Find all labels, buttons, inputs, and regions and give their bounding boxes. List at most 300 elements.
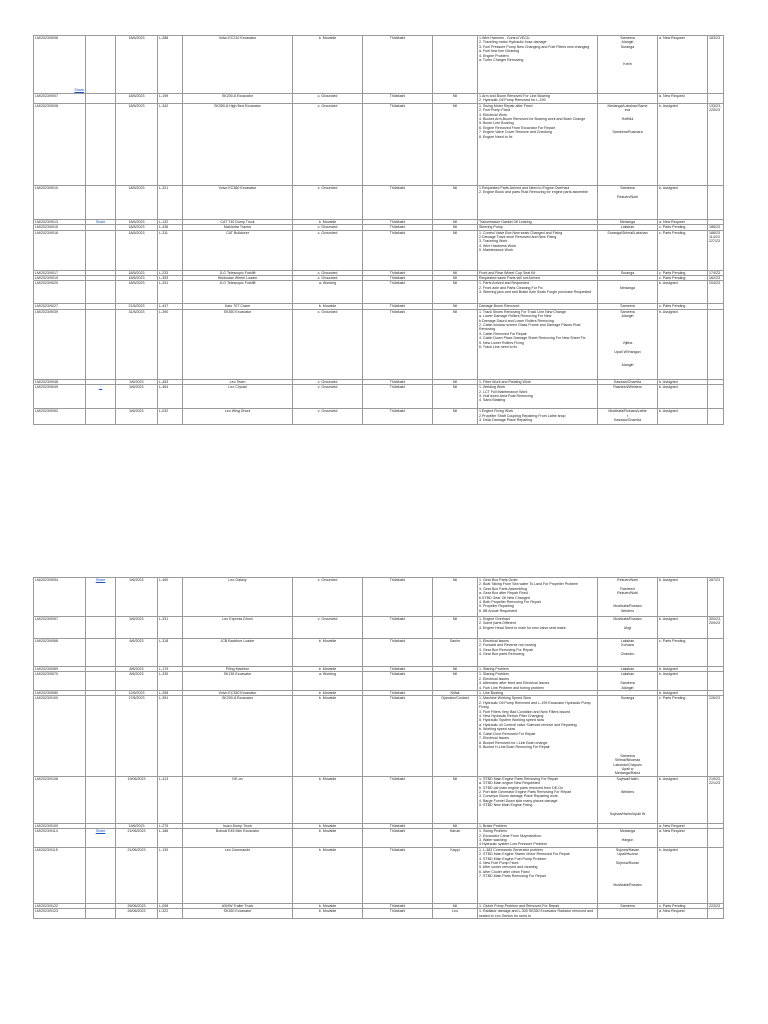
cell-request-status: a. New Request bbox=[658, 94, 708, 104]
technician-name: Lakshan bbox=[620, 225, 635, 230]
cell-location: Thilafushi bbox=[363, 270, 433, 275]
cell-request-status: a. New Request bbox=[658, 829, 708, 848]
work-item: b.Damage Gaurd and Lower Rollers Removing bbox=[479, 318, 554, 323]
work-item: 1. Machine Working Speed Slow bbox=[479, 696, 531, 701]
cell-lm-number: LM/2023/9049 bbox=[34, 385, 86, 409]
cell-description: JCB Backhoe Loader bbox=[183, 639, 293, 667]
cell-job-no: 188/23 bbox=[708, 225, 724, 230]
cell-description: SK200-8 Excavator bbox=[183, 696, 293, 776]
work-item: 3. Deck Damage Place Repairing bbox=[479, 418, 533, 423]
cell-request-status: b. Assigned bbox=[658, 409, 708, 425]
technician-name: Welders bbox=[620, 608, 635, 613]
cell-modified-by: Sanim bbox=[433, 639, 478, 667]
technician-name: Medanga/Lakshan/Same bbox=[607, 103, 648, 108]
cell-request-status: a. New Request bbox=[658, 909, 708, 919]
work-item: 2.Propeller Shaft Coupling Repairing From Lathe shop bbox=[479, 413, 566, 418]
cell-status: b. Movable bbox=[293, 219, 363, 224]
cell-date: 18/5/2023 bbox=[116, 103, 158, 185]
work-item: 3. Engine Head Send to male for new valve seat make bbox=[479, 625, 566, 630]
work-item: 5. STBD New Main Engine Fixing bbox=[479, 803, 533, 808]
cell-lm-number: LM/2023/9019 bbox=[34, 276, 86, 281]
work-item: 3. Fuel Pressure Pump New Changing and Fuel Filters new changing bbox=[479, 44, 590, 49]
cell-job-no bbox=[708, 639, 724, 667]
cell-location: Thilafushi bbox=[363, 578, 433, 617]
work-item: 5. Propeller Repairing bbox=[479, 604, 514, 609]
work-item: 3. Tracering Work bbox=[479, 239, 508, 244]
cell-plant-no: L-331 bbox=[158, 617, 183, 639]
cell-lm-number: LM/2023/9114 bbox=[34, 829, 86, 848]
cell-lm-number bbox=[34, 36, 86, 94]
work-item: 4. Gear Box parts Removing bbox=[479, 652, 525, 657]
cell-technicians bbox=[598, 230, 658, 270]
work-item: 2. Excavator Came From Nuymandhoo bbox=[479, 833, 542, 838]
cell-date: 8/6/2023 bbox=[116, 672, 158, 691]
work-item: 4. Fuel Line Problem and fueing problem bbox=[479, 685, 544, 690]
cell-job-no: 204/23 bbox=[708, 281, 724, 304]
cell-modified-by: Nil bbox=[433, 823, 478, 828]
cell-modified-by: Nil bbox=[433, 409, 478, 425]
cell-location: Thilafushi bbox=[363, 691, 433, 696]
cell-description: Volvo EC350 Excavator bbox=[183, 691, 293, 696]
cell-technicians bbox=[598, 309, 658, 379]
technician-name: Alangiri bbox=[621, 685, 634, 690]
work-item: 5. Maintenance Work bbox=[479, 248, 513, 253]
cell-share bbox=[86, 230, 116, 270]
cell-work-items bbox=[478, 309, 598, 379]
cell-location: Thilafushi bbox=[363, 225, 433, 230]
cell-status: c. Grounded bbox=[293, 409, 363, 425]
cell-location: Thilafushi bbox=[363, 281, 433, 304]
cell-modified-by: Operator/Contact bbox=[433, 696, 478, 776]
cell-work-items bbox=[478, 230, 598, 270]
cell-work-items bbox=[478, 103, 598, 185]
cell-date: 5/6/2023 bbox=[116, 409, 158, 425]
cell-request-status: b. Assigned bbox=[658, 309, 708, 379]
cell-modified-by: Nil bbox=[433, 667, 478, 672]
technician-name: Welders bbox=[620, 789, 635, 794]
cell-date: 18/5/2023 bbox=[116, 230, 158, 270]
cell-request-status: c. Parts Pending bbox=[658, 230, 708, 270]
cell-job-no bbox=[708, 909, 724, 919]
technician-name: Musthafa/Rostam bbox=[613, 604, 642, 609]
cell-plant-no: L-464 bbox=[158, 385, 183, 409]
cell-work-items bbox=[478, 385, 598, 409]
cell-modified-by: Nil bbox=[433, 94, 478, 104]
technician-name: Sameera/Rusmara bbox=[612, 130, 643, 135]
work-item: 1. Gear Box Parts Order bbox=[479, 578, 518, 582]
work-item: 7. Engine Valve Cover Remove and Checking bbox=[479, 130, 552, 135]
cell-plant-no: L-098 bbox=[158, 903, 183, 908]
work-item: 1. Brake Problem bbox=[479, 823, 507, 828]
cell-request-status: b. Assigned bbox=[658, 385, 708, 409]
cell-request-status: b. Assigned bbox=[658, 281, 708, 304]
work-item: 3. Fuel Filters Very Bad Condition and New Filters Issued bbox=[479, 709, 571, 714]
table-row bbox=[34, 909, 724, 919]
cell-share bbox=[86, 36, 116, 94]
technician-name: Sameera bbox=[620, 304, 635, 309]
cell-work-items bbox=[478, 639, 598, 667]
cell-technicians bbox=[598, 776, 658, 823]
work-item: 5. New Lower Rollers Fixing bbox=[479, 340, 524, 345]
cell-job-no bbox=[708, 829, 724, 848]
technician-name: r bbox=[626, 413, 629, 418]
work-item: 3. Cabin Removed For Repair bbox=[479, 331, 527, 336]
work-item: 1. Control Valve Box New seals Changed and Fixing bbox=[479, 230, 563, 235]
cell-date: 18/5/2023 bbox=[116, 225, 158, 230]
cell-job-no: 219/23,221/23 bbox=[708, 776, 724, 823]
table-row bbox=[34, 94, 724, 104]
cell-job-no: 174/23 bbox=[708, 270, 724, 275]
work-item: Transmission Gasket Oil Leaking bbox=[479, 219, 532, 224]
cell-request-status: b. Assigned bbox=[658, 672, 708, 691]
technician-name: Upali/Huzzal bbox=[617, 852, 638, 857]
cell-lm-number: LM/2023/9108 bbox=[34, 776, 86, 823]
work-item: 1. Fiber Work and Painting Work bbox=[479, 379, 531, 384]
table-row bbox=[34, 281, 724, 304]
cell-date: 17/6/2023 bbox=[116, 696, 158, 776]
work-item: 3. Gear Box Removing For Repair bbox=[479, 647, 534, 652]
technician-name: Medanga bbox=[620, 219, 635, 224]
work-item: 1. Track Shoes Removing For Track Line New Change bbox=[479, 309, 566, 314]
cell-plant-no: L-139 bbox=[158, 847, 183, 903]
work-item: 2. Port side Generator Engine Parts Removing For Repair bbox=[479, 789, 572, 794]
cell-location: Thilafushi bbox=[363, 696, 433, 776]
cell-technicians bbox=[598, 281, 658, 304]
cell-job-no bbox=[708, 672, 724, 691]
cell-location: Thilafushi bbox=[363, 36, 433, 94]
cell-location: Thilafushi bbox=[363, 672, 433, 691]
cell-date: 12/6/2023 bbox=[116, 691, 158, 696]
cell-technicians bbox=[598, 36, 658, 94]
cell-status: c. Grounded bbox=[293, 309, 363, 379]
cell-description: SK350 Excavator bbox=[183, 909, 293, 919]
work-item: 2. Hydraulic Oil Pump Removed and L-199 Excavator Hydraulic Pump Fixing bbox=[479, 700, 591, 710]
work-item: 2. Boat Taking From Sea water To Land For Propeller Problem bbox=[479, 582, 579, 587]
work-item: 1.Requested Parts Arrived and Need to Engine Overhaul bbox=[479, 185, 570, 190]
cell-share bbox=[86, 385, 116, 409]
cell-work-items bbox=[478, 672, 598, 691]
cell-location: Thilafushi bbox=[363, 385, 433, 409]
technician-name: Sameera bbox=[620, 681, 635, 686]
cell-share bbox=[86, 103, 116, 185]
cell-technicians bbox=[598, 94, 658, 104]
cell-plant-no: L-453 bbox=[158, 379, 183, 384]
work-item: 2. Some parts Different bbox=[479, 621, 516, 626]
cell-work-items bbox=[478, 617, 598, 639]
cell-date: 8/6/2023 bbox=[116, 639, 158, 667]
work-item: 1.Arm and Boom Removed For Line Boaring bbox=[479, 94, 550, 98]
cell-job-no: 188/23 114/23 227/23 bbox=[708, 230, 724, 270]
cell-lm-number: LM/2023/9070 bbox=[34, 672, 86, 691]
cell-description: CAT Bulldozer bbox=[183, 230, 293, 270]
technician-name: Upali W/Hangun bbox=[614, 349, 641, 354]
technician-name: Lakshan bbox=[620, 667, 635, 671]
cell-share bbox=[86, 639, 116, 667]
cell-modified-by: Leo bbox=[433, 909, 478, 919]
cell-modified-by: Nil bbox=[433, 225, 478, 230]
cell-share bbox=[86, 94, 116, 104]
cell-technicians bbox=[598, 639, 658, 667]
cell-date: 26/06/2023 bbox=[116, 909, 158, 919]
cell-technicians bbox=[598, 385, 658, 409]
technician-name: Alangiri bbox=[621, 314, 634, 319]
cell-description: SK200-8 Excavator bbox=[183, 94, 293, 104]
cell-plant-no: L-311 bbox=[158, 230, 183, 270]
cell-date: 19/6/2023 bbox=[116, 823, 158, 828]
technician-name: Sameera bbox=[620, 36, 635, 40]
cell-plant-no: L-321 bbox=[158, 185, 183, 219]
cell-request-status: c. Parts Pending bbox=[658, 270, 708, 275]
cell-lm-number: LM/2023/9048 bbox=[34, 379, 86, 384]
technician-name: Musthafa/Rostam bbox=[613, 617, 642, 621]
cell-plant-no: L-390 bbox=[158, 309, 183, 379]
work-item: 3. Hull down Area Rust Removing bbox=[479, 394, 533, 399]
cell-technicians bbox=[598, 103, 658, 185]
cell-work-items bbox=[478, 909, 598, 919]
cell-status: c. Grounded bbox=[293, 379, 363, 384]
cell-description: Leo Crystal bbox=[183, 385, 293, 409]
cell-lm-number: LM/2023/9100 bbox=[34, 696, 86, 776]
share-link[interactable]: Share bbox=[74, 88, 84, 93]
cell-status: c. Grounded bbox=[293, 225, 363, 230]
cell-status: b. Movable bbox=[293, 36, 363, 94]
cell-plant-no: L-335 bbox=[158, 672, 183, 691]
cell-description: DE-on bbox=[183, 776, 293, 823]
work-item: 3. Water washing bbox=[479, 837, 507, 842]
cell-status: b. Movable bbox=[293, 829, 363, 848]
cell-plant-no: L-258 bbox=[158, 691, 183, 696]
cell-job-no bbox=[708, 409, 724, 425]
work-order-table-2 bbox=[33, 577, 724, 919]
work-item: 2. LCT Full Maintenance Work bbox=[479, 389, 528, 394]
work-item: 1. Staring Problem bbox=[479, 672, 509, 677]
cell-plant-no: L-179 bbox=[158, 667, 183, 672]
work-item: 1. Staring Problem bbox=[479, 667, 509, 671]
row-handle-icon[interactable]: ⋮ bbox=[98, 385, 103, 390]
cell-description: JLG Telescopic Forklift bbox=[183, 270, 293, 275]
cell-share bbox=[86, 309, 116, 379]
cell-description: JLG Telescopic Forklift bbox=[183, 281, 293, 304]
work-item: 5. Hydraulic System Working speed slow bbox=[479, 718, 545, 723]
cell-request-status: b. Assigned bbox=[658, 103, 708, 185]
share-link[interactable]: Share bbox=[95, 578, 106, 582]
work-item: b. STBD old main engine parts removed from DE-On bbox=[479, 785, 564, 790]
cell-technicians bbox=[598, 409, 658, 425]
cell-lm-number: LM/2023/9013 bbox=[34, 219, 86, 224]
cell-job-no bbox=[708, 185, 724, 219]
cell-status: c. Grounded bbox=[293, 230, 363, 270]
cell-lm-number: LM/2023/9010 bbox=[34, 185, 86, 219]
cell-work-items bbox=[478, 36, 598, 94]
work-item: 1. L-383 Commando Generator problem bbox=[479, 847, 543, 852]
work-item: 1. Parts Arrived and Requested bbox=[479, 281, 529, 286]
work-item: 1. Radiator damage and L-300 SK350 Excavator Radiator removed and sealed to Leo Genius for send to bbox=[479, 909, 594, 918]
cell-location: Thilafushi bbox=[363, 667, 433, 672]
share-link[interactable]: Share bbox=[95, 219, 106, 224]
cell-lm-number: LM/2023/9015 bbox=[34, 225, 86, 230]
work-item: 4. New Fuel Pump Fixed bbox=[479, 861, 519, 865]
work-item: 4. Engine Problem bbox=[479, 53, 509, 58]
cell-technicians bbox=[598, 672, 658, 691]
cell-description: SK350-8 High Bed Excavator bbox=[183, 103, 293, 185]
cell-job-no bbox=[708, 94, 724, 104]
cell-share bbox=[86, 696, 116, 776]
cell-date: 31/5/2023 bbox=[116, 309, 158, 379]
cell-plant-no: L-233 bbox=[158, 270, 183, 275]
cell-job-no: 133/23,225/23 bbox=[708, 103, 724, 185]
cell-status: c. Grounded bbox=[293, 103, 363, 185]
cell-share bbox=[86, 617, 116, 639]
technician-name: Rekuen/Nobi bbox=[617, 578, 638, 582]
technician-name: Sameera bbox=[620, 185, 635, 190]
work-item: 1. Swing Problem bbox=[479, 829, 508, 834]
cell-location: Thilafushi bbox=[363, 909, 433, 919]
work-item: 2. Forward and Reverse not moving bbox=[479, 643, 537, 648]
work-item: 1. Welding Work bbox=[479, 385, 506, 390]
cell-plant-no: L-275 bbox=[158, 823, 183, 828]
work-item: 2.Damage Track shoe Removed and New Fixing bbox=[479, 235, 557, 240]
technician-name: Sujewa/Halim/Upali W bbox=[609, 812, 646, 816]
cell-work-items bbox=[478, 409, 598, 425]
work-item: 7. Electrical Issues bbox=[479, 736, 509, 741]
technician-name: Rekuen/Nobi bbox=[617, 591, 638, 596]
cell-work-items bbox=[478, 185, 598, 219]
cell-lm-number: LM/2023/9069 bbox=[34, 667, 86, 672]
technician-name: Suranga bbox=[620, 44, 635, 49]
cell-status: c. Grounded bbox=[293, 617, 363, 639]
work-item: 5. After cooler removed and cleaning bbox=[479, 865, 538, 870]
cell-job-no: 162/23 bbox=[708, 276, 724, 281]
table-row bbox=[34, 672, 724, 691]
work-item: a. Gear Box after Repair Fixed bbox=[479, 591, 528, 596]
technician-name: Lakshan bbox=[620, 672, 635, 677]
work-item: a. Hydraulic oil Controll valve Solenoid remove and Repairing bbox=[479, 722, 577, 727]
cell-description: Volvo EC360 Excavator bbox=[183, 185, 293, 219]
work-item: a. Lower Damage Rollers Removing For New bbox=[479, 314, 552, 319]
cell-request-status: a. New Request bbox=[658, 36, 708, 94]
cell-job-no: 183/23 bbox=[708, 36, 724, 94]
cell-modified-by: Nil bbox=[433, 185, 478, 219]
cell-modified-by: Nil bbox=[433, 270, 478, 275]
cell-job-no: 226/23 bbox=[708, 696, 724, 776]
work-item: 4.Hydraulic system Low Pressure Problem bbox=[479, 842, 547, 847]
cell-share bbox=[86, 909, 116, 919]
cell-lm-number: LM/2023/9123 bbox=[34, 909, 86, 919]
cell-location: Thilafushi bbox=[363, 94, 433, 104]
cell-status: b. Movable bbox=[293, 304, 363, 309]
cell-plant-no: L-391 bbox=[158, 696, 183, 776]
technician-name: Hoffiilul bbox=[621, 117, 634, 122]
cell-request-status: c. Parts Pending bbox=[658, 639, 708, 667]
technician-name: Sameera bbox=[620, 309, 635, 314]
cell-status: a. Working bbox=[293, 672, 363, 691]
cell-share bbox=[86, 409, 116, 425]
work-item: 1. Clutch Pump Problem and Removed For Repair bbox=[479, 903, 560, 908]
work-item: 2. Electrical Issues bbox=[479, 676, 509, 681]
cell-job-no: 287/23 bbox=[708, 578, 724, 617]
cell-status: a. Working bbox=[293, 281, 363, 304]
cell-modified-by: Nil bbox=[433, 903, 478, 908]
cell-plant-no: L-318 bbox=[158, 639, 183, 667]
cell-technicians bbox=[598, 617, 658, 639]
technician-name: Sirimal/Nhomaz bbox=[614, 758, 641, 763]
cell-date: 5/6/2023 bbox=[116, 617, 158, 639]
technician-name: Hargun bbox=[621, 837, 634, 842]
cell-status: c. Grounded bbox=[293, 385, 363, 409]
cell-location: Thilafushi bbox=[363, 903, 433, 908]
cell-work-items bbox=[478, 578, 598, 617]
work-item: Steering Pump bbox=[479, 225, 503, 230]
cell-share bbox=[86, 672, 116, 691]
cell-location: Thilafushi bbox=[363, 847, 433, 903]
cell-description: Leo Commando bbox=[183, 847, 293, 903]
work-item: 1. Swing Motor Repair after Fixed bbox=[479, 103, 533, 108]
cell-modified-by: Kappi bbox=[433, 847, 478, 903]
table-row bbox=[34, 230, 724, 270]
technician-name: Ubgi bbox=[623, 625, 632, 630]
work-item: 6. Track Line need to fix bbox=[479, 345, 518, 350]
table-row bbox=[34, 776, 724, 823]
technician-name: Suranga/Sirimal/Lakshan bbox=[607, 230, 648, 235]
cell-description: Leo Wing Dhoni bbox=[183, 409, 293, 425]
cell-work-items bbox=[478, 696, 598, 776]
work-item: 6. 8B Anode Requested bbox=[479, 608, 517, 613]
cell-date: 21/06/2023 bbox=[116, 829, 158, 848]
work-item: 4. Wire Hardness Work bbox=[479, 243, 517, 248]
cell-description: Hindustan Wheel Loader bbox=[183, 276, 293, 281]
work-item: 3. Alternator after fixed and Electrical Issues bbox=[479, 681, 550, 686]
technician-name: Rasheed/Welders bbox=[613, 385, 642, 390]
technician-name: Alangiri bbox=[621, 40, 634, 45]
table-row bbox=[34, 639, 724, 667]
table-row bbox=[34, 309, 724, 379]
cell-technicians bbox=[598, 696, 658, 776]
cell-location: Thilafushi bbox=[363, 309, 433, 379]
cell-date: 26/06/2023 bbox=[116, 903, 158, 908]
cell-request-status: b. Assigned bbox=[658, 776, 708, 823]
share-link[interactable]: Share bbox=[95, 829, 106, 834]
cell-plant-no: L-186 bbox=[158, 829, 183, 848]
table-row bbox=[34, 385, 724, 409]
cell-modified-by: Nil bbox=[433, 578, 478, 617]
table-row bbox=[34, 617, 724, 639]
cell-location: Thilafushi bbox=[363, 185, 433, 219]
work-item: 3. Steering jack and and Brake Axle Seals Forgin purchase Requested bbox=[479, 290, 592, 295]
cell-lm-number: LM/2023/9020 bbox=[34, 281, 86, 304]
technician-name: Vijitha bbox=[622, 340, 633, 345]
cell-modified-by: Haruin bbox=[433, 829, 478, 848]
cell-date: 19/06/2023 bbox=[116, 776, 158, 823]
cell-location: Thilafushi bbox=[363, 276, 433, 281]
sheet-page-1 bbox=[33, 35, 723, 425]
work-item: 7. STBD Main Parts Removing For Repair bbox=[479, 874, 546, 879]
cell-job-no bbox=[708, 385, 724, 409]
technician-name: Chandru bbox=[620, 652, 635, 657]
work-item: 1. Line Boaring bbox=[479, 691, 504, 696]
cell-share bbox=[86, 847, 116, 903]
work-item: 6. Engine Removed From Excavator For Repair bbox=[479, 125, 555, 130]
cell-plant-no: L-251 bbox=[158, 281, 183, 304]
cell-modified-by: Nil bbox=[433, 776, 478, 823]
cell-technicians bbox=[598, 829, 658, 848]
cell-lm-number: LM/2023/9027 bbox=[34, 304, 86, 309]
cell-plant-no: L-393 bbox=[158, 276, 183, 281]
work-item: 2. Cabin window screen Glass Frame and Damage Places Rust Removing bbox=[479, 323, 581, 332]
technician-name: Sujewa/Hasan bbox=[615, 847, 640, 852]
cell-location: Thilafushi bbox=[363, 219, 433, 224]
cell-request-status: b. Assigned bbox=[658, 185, 708, 219]
technician-name: Kumara bbox=[621, 643, 634, 648]
